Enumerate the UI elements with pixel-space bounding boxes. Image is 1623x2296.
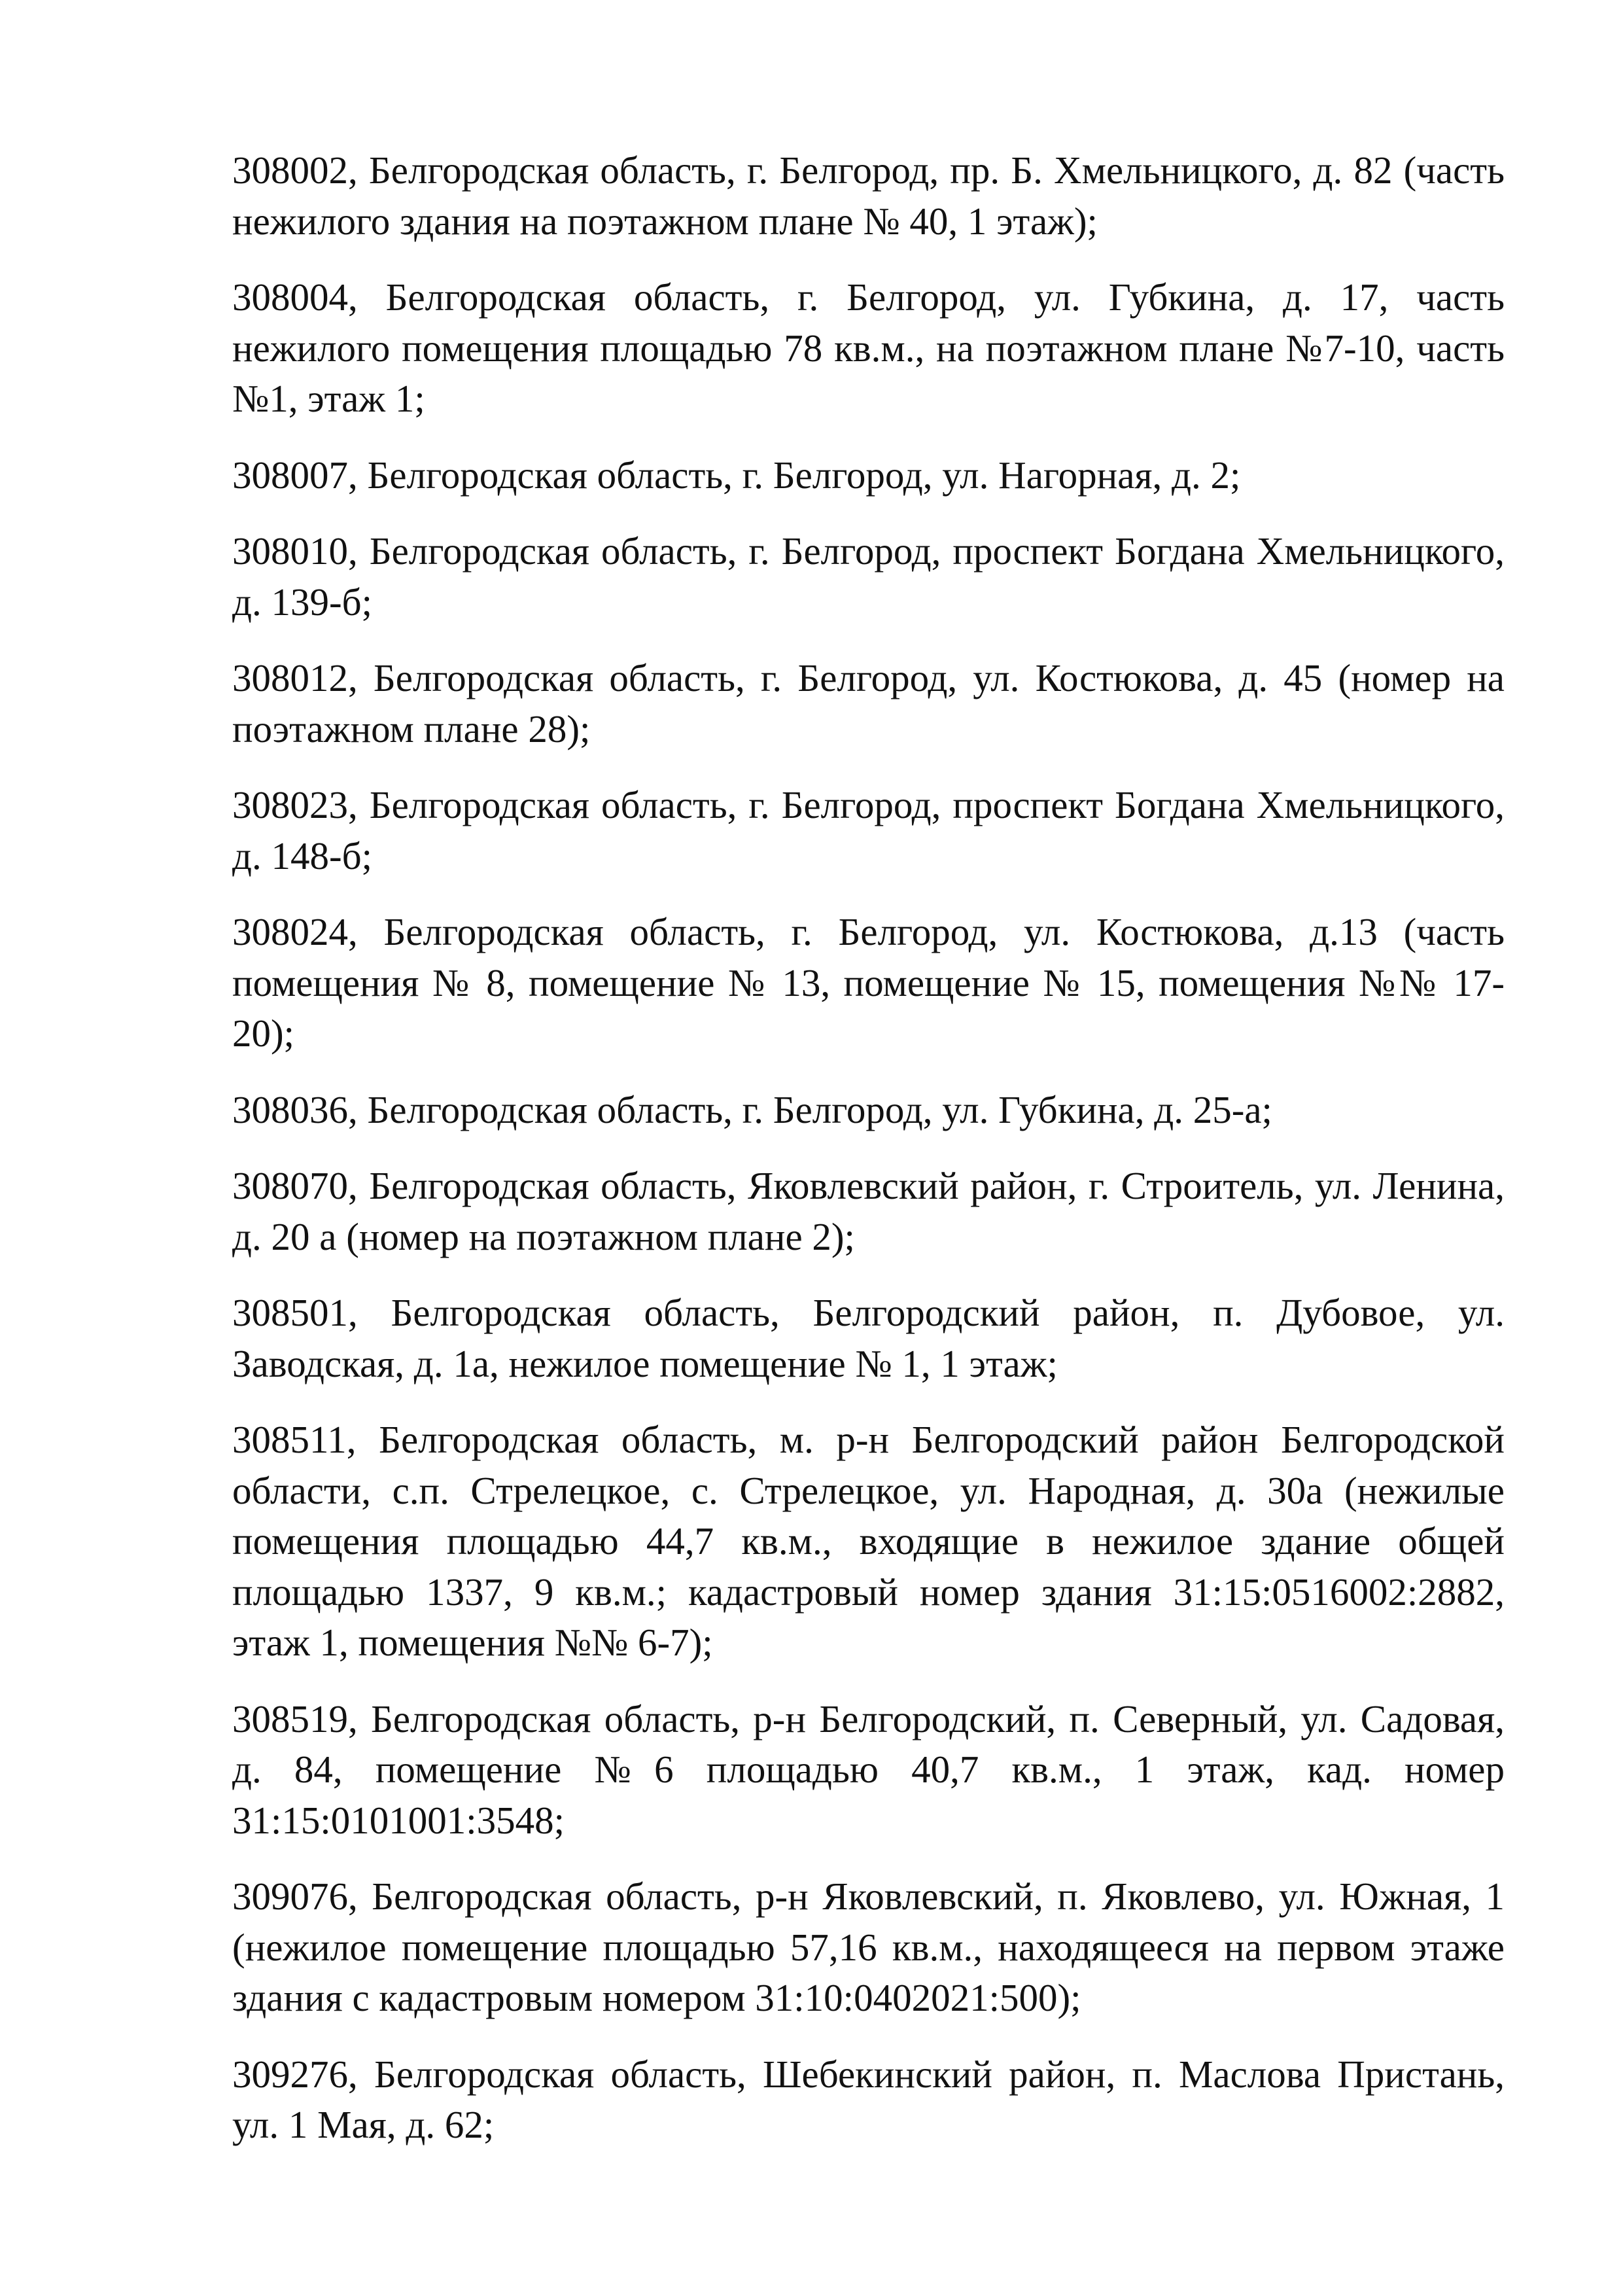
- address-paragraph: 308023, Белгородская область, г. Белгород, проспект Богдана Хмельницкого, д. 148-б;: [232, 783, 1505, 877]
- address-paragraph: 309076, Белгородская область, р-н Яковлевский, п. Яковлево, ул. Южная, 1 (нежилое помещение площадью 57,16 кв.м., находящееся на первом этаже здания с кадастровым номером 31:10:0402021:500);: [232, 1875, 1505, 2019]
- document-page: [232, 145, 1505, 2176]
- address-paragraph: 308070, Белгородская область, Яковлевский район, г. Строитель, ул. Ленина, д. 20 а (номер на поэтажном плане 2);: [232, 1164, 1505, 1258]
- address-paragraph: 308519, Белгородская область, р-н Белгородский, п. Северный, ул. Садовая, д. 84, помещение №6 площадью 40,7 кв.м., 1 этаж, кад. номер 31:15:0101001:3548;: [232, 1697, 1505, 1842]
- address-paragraph: 308007, Белгородская область, г. Белгород, ул. Нагорная, д. 2;: [232, 453, 1241, 497]
- address-paragraph: 308501, Белгородская область, Белгородский район, п. Дубовое, ул. Заводская, д. 1а, нежилое помещение № 1, 1 этаж;: [232, 1291, 1505, 1385]
- address-paragraph: 308010, Белгородская область, г. Белгород, проспект Богдана Хмельницкого, д. 139-б;: [232, 529, 1505, 624]
- address-paragraph: 308511, Белгородская область, м. р-н Белгородский район Белгородской области, с.п. Стрелецкое, с. Стрелецкое, ул. Народная, д. 30а (нежилые помещения площадью 44,7 кв.м., входящие в нежилое здание общей площадью 1337, 9 кв.м.; кадастровый номер здания 31:15:0516002:2882, этаж 1, помещения №№ 6-7);: [232, 1418, 1505, 1664]
- address-paragraph: 308012, Белгородская область, г. Белгород, ул. Костюкова, д. 45 (номер на поэтажном плане 28);: [232, 656, 1505, 751]
- address-paragraph: 308036, Белгородская область, г. Белгород, ул. Губкина, д. 25-а;: [232, 1087, 1272, 1131]
- address-paragraph: 309276, Белгородская область, Шебекинский район, п. Маслова Пристань, ул. 1 Мая, д. 62;: [232, 2052, 1505, 2146]
- address-paragraph: 308024, Белгородская область, г. Белгород, ул. Костюкова, д.13 (часть помещения № 8, помещение № 13, помещение № 15, помещения №№ 17-20);: [232, 910, 1505, 1055]
- address-paragraph: 308002, Белгородская область, г. Белгород, пр. Б. Хмельницкого, д. 82 (часть нежилого здания на поэтажном плане № 40, 1 этаж);: [232, 149, 1505, 243]
- address-paragraph: 308004, Белгородская область, г. Белгород, ул. Губкина, д. 17, часть нежилого помещения площадью 78 кв.м., на поэтажном плане №7-10, часть №1, этаж 1;: [232, 275, 1505, 420]
